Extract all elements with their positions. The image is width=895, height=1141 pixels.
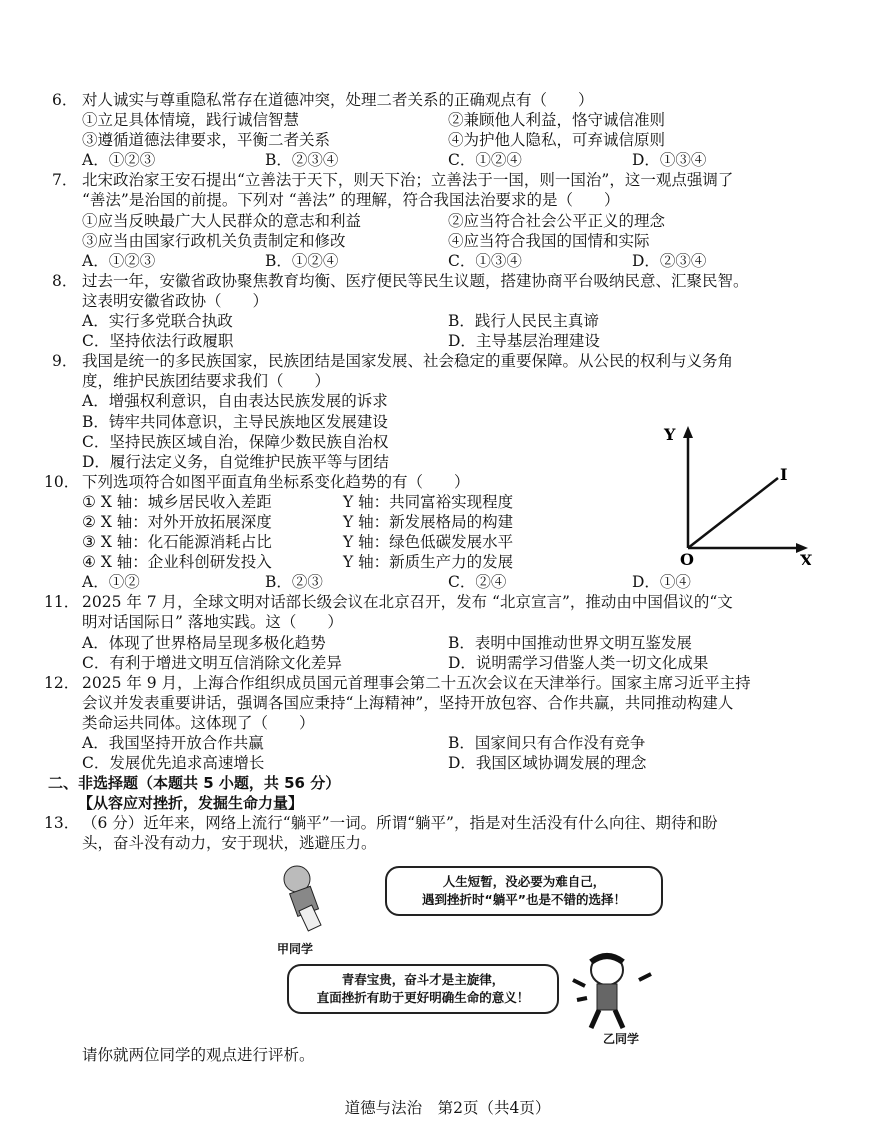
text-line: [0, 633, 895, 653]
answer-option[interactable]: C．①③④: [448, 251, 522, 270]
text-line: [0, 311, 895, 331]
answer-option[interactable]: D．主导基层治理建设: [448, 332, 600, 351]
text-line: [0, 170, 895, 190]
answer-option[interactable]: D．我国区域协调发展的理念: [448, 754, 647, 773]
text-line: [0, 653, 895, 673]
x-axis-label: X: [800, 551, 813, 565]
text-line: [0, 331, 895, 351]
text-line: [0, 673, 895, 693]
bubble-b-line: 直面挫折有助于更好明确生命的意义！: [316, 990, 530, 1005]
question-stem: 过去一年，安徽省政协聚焦教育均衡、医疗便民等民生议题，搭建协商平台吸纳民意、汇聚民智。: [82, 271, 749, 290]
question-number: 8．: [52, 271, 78, 290]
text-line: [0, 753, 895, 773]
answer-option[interactable]: C．发展优先追求高速增长: [82, 754, 265, 773]
answer-option[interactable]: C．②④: [448, 573, 507, 592]
question-number: 12．: [44, 673, 80, 692]
question-stem: 这表明安徽省政协（ ）: [82, 291, 269, 310]
statement-item: ④应当符合我国的国情和实际: [448, 231, 650, 250]
text-line: [0, 251, 895, 271]
statement-item: ①应当反映最广大人民群众的意志和利益: [82, 211, 362, 230]
q13-prompt: 请你就两位同学的观点进行评析。: [82, 1046, 315, 1064]
student-a-lying-figure: [275, 863, 335, 933]
text-line: [0, 612, 895, 632]
text-line: [0, 271, 895, 291]
text-line: [0, 592, 895, 612]
student-b-label: 乙同学: [603, 1032, 640, 1046]
section-title: 二、非选择题（本题共 5 小题，共 56 分）: [48, 774, 341, 793]
answer-option[interactable]: A．体现了世界格局呈现多极化趋势: [82, 633, 326, 652]
text-line: [0, 231, 895, 251]
text-line: [0, 813, 895, 833]
text-line: [0, 291, 895, 311]
question-stem: 对人诚实与尊重隐私常存在道德冲突，处理二者关系的正确观点有（ ）: [82, 91, 594, 109]
origin-label: O: [680, 550, 694, 565]
text-line: [0, 150, 895, 170]
text-line: [0, 110, 895, 130]
bubble-a-line: 遇到挫折时“躺平”也是不错的选择！: [422, 892, 626, 907]
statement-item: ③ X 轴：化石能源消耗占比: [82, 533, 272, 552]
answer-option[interactable]: A．我国坚持开放合作共赢: [82, 734, 264, 752]
statement-item: ③遵循道德法律要求，平衡二者关系: [82, 131, 331, 150]
text-line: [0, 693, 895, 713]
statement-item: Y 轴：新质生产力的发展: [343, 553, 514, 572]
answer-option[interactable]: B．铸牢共同体意识，主导民族地区发展建设: [82, 412, 388, 431]
answer-option[interactable]: C．①②④: [448, 151, 522, 170]
answer-option[interactable]: B．②③④: [265, 151, 339, 170]
statement-item: ③应当由国家行政机关负责制定和修改: [82, 231, 346, 250]
statement-item: ④ X 轴：企业科创研发投入: [82, 553, 272, 572]
answer-option[interactable]: A．实行多党联合执政: [82, 312, 233, 331]
cartoon-illustration: [265, 858, 665, 1048]
question-stem: “善法”是治国的前提。下列对 “善法” 的理解，符合我国法治要求的是（ ）: [82, 191, 620, 210]
statement-item: ② X 轴：对外开放拓展深度: [82, 512, 272, 531]
question-stem: 明对话国际日” 落地实践。这（ ）: [82, 613, 343, 632]
answer-option[interactable]: D．②③④: [632, 251, 707, 270]
question-stem: 我国是统一的多民族国家，民族团结是国家发展、社会稳定的重要保障。从公民的权利与义务角: [82, 352, 734, 371]
bubble-b-line: 青春宝贵，奋斗才是主旋律，: [341, 972, 505, 987]
question-stem: 度，维护民族团结要求我们（ ）: [82, 372, 331, 391]
text-line: [0, 391, 895, 411]
question-stem: 2025 年 7 月，全球文明对话部长级会议在北京召开，发布 “北京宣言”，推动由中国倡议的“文: [82, 593, 733, 612]
answer-option[interactable]: A．①②: [82, 573, 140, 592]
answer-option[interactable]: B．践行人民民主真谛: [448, 312, 599, 331]
question-number: 13．: [44, 814, 80, 833]
answer-option[interactable]: D．①③④: [632, 151, 707, 170]
text-line: [0, 572, 895, 592]
answer-option[interactable]: B．①②④: [265, 251, 339, 270]
text-line: [0, 713, 895, 733]
section-theme: 【从容应对挫折，发掘生命力量】: [78, 794, 304, 813]
question-number: 6．: [52, 91, 78, 109]
student-b-speech-bubble: [287, 964, 559, 1014]
text-line: [0, 351, 895, 371]
statement-item: ①立足具体情境，践行诚信智慧: [82, 111, 300, 130]
answer-option[interactable]: D．①④: [632, 573, 691, 592]
student-b-figure: [565, 950, 655, 1030]
statement-item: Y 轴：绿色低碳发展水平: [343, 533, 514, 552]
question-stem: 2025 年 9 月，上海合作组织成员国元首理事会第二十五次会议在天津举行。国家主席习近平主持: [82, 673, 751, 692]
answer-option[interactable]: D．说明需学习借鉴人类一切文化成果: [448, 653, 709, 672]
question-stem: 北宋政治家王安石提出“立善法于天下，则天下治；立善法于一国，则一国治”，这一观点强调了: [82, 171, 734, 190]
question-stem: 类命运共同体。这体现了（ ）: [82, 713, 315, 732]
answer-option[interactable]: B．国家间只有合作没有竞争: [448, 734, 646, 752]
question-number: 11．: [44, 593, 80, 612]
statement-item: ④为护他人隐私，可弃诚信原则: [448, 131, 666, 150]
question-stem: （6 分）近年来，网络上流行“躺平”一词。所谓“躺平”，指是对生活没有什么向往、期待和盼: [82, 814, 718, 833]
text-line: [0, 371, 895, 391]
text-line: [0, 211, 895, 231]
line-label: I: [780, 465, 788, 484]
text-line: [0, 773, 895, 793]
question-stem: 头，奋斗没有动力，安于现状，逃避压力。: [82, 834, 377, 853]
answer-option[interactable]: A．①②③: [82, 151, 156, 170]
student-a-label: 甲同学: [277, 942, 314, 956]
bubble-a-line: 人生短暂，没必要为难自己，: [442, 874, 606, 889]
text-line: [0, 130, 895, 150]
text-line: [0, 190, 895, 210]
page-footer: 道德与法治 第2页（共4页）: [344, 1099, 551, 1117]
answer-option[interactable]: D．履行法定义务，自觉维护民族平等与团结: [82, 452, 389, 471]
answer-option[interactable]: C．有利于增进文明互信消除文化差异: [82, 653, 342, 672]
text-line: [0, 833, 895, 853]
question-number: 7．: [52, 171, 78, 190]
question-stem: 下列选项符合如图平面直角坐标系变化趋势的有（ ）: [82, 472, 470, 491]
answer-option[interactable]: A．增强权利意识，自由表达民族发展的诉求: [82, 392, 388, 411]
question-number: 9．: [52, 352, 78, 371]
statement-item: ① X 轴：城乡居民收入差距: [82, 492, 272, 511]
answer-option[interactable]: C．坚持依法行政履职: [82, 332, 234, 351]
statement-item: Y 轴：新发展格局的构建: [343, 512, 514, 531]
text-line: [0, 90, 895, 110]
coordinate-graph: [650, 420, 820, 565]
question-number: 10．: [44, 472, 80, 491]
answer-option[interactable]: B．②③: [265, 573, 323, 592]
answer-option[interactable]: C．坚持民族区域自治，保障少数民族自治权: [82, 432, 389, 451]
answer-option[interactable]: B．表明中国推动世界文明互鉴发展: [448, 633, 692, 652]
text-line: [0, 793, 895, 813]
statement-item: ②兼顾他人利益，恪守诚信准则: [448, 111, 666, 130]
y-axis-label: Y: [664, 425, 676, 444]
statement-item: Y 轴：共同富裕实现程度: [343, 492, 514, 511]
student-a-speech-bubble: [385, 866, 663, 916]
text-line: [0, 733, 895, 753]
statement-item: ②应当符合社会公平正义的理念: [448, 211, 666, 230]
question-stem: 会议并发表重要讲话，强调各国应秉持“上海精神”，坚持开放包容、合作共赢，共同推动构建人: [82, 693, 734, 712]
answer-option[interactable]: A．①②③: [82, 251, 156, 270]
